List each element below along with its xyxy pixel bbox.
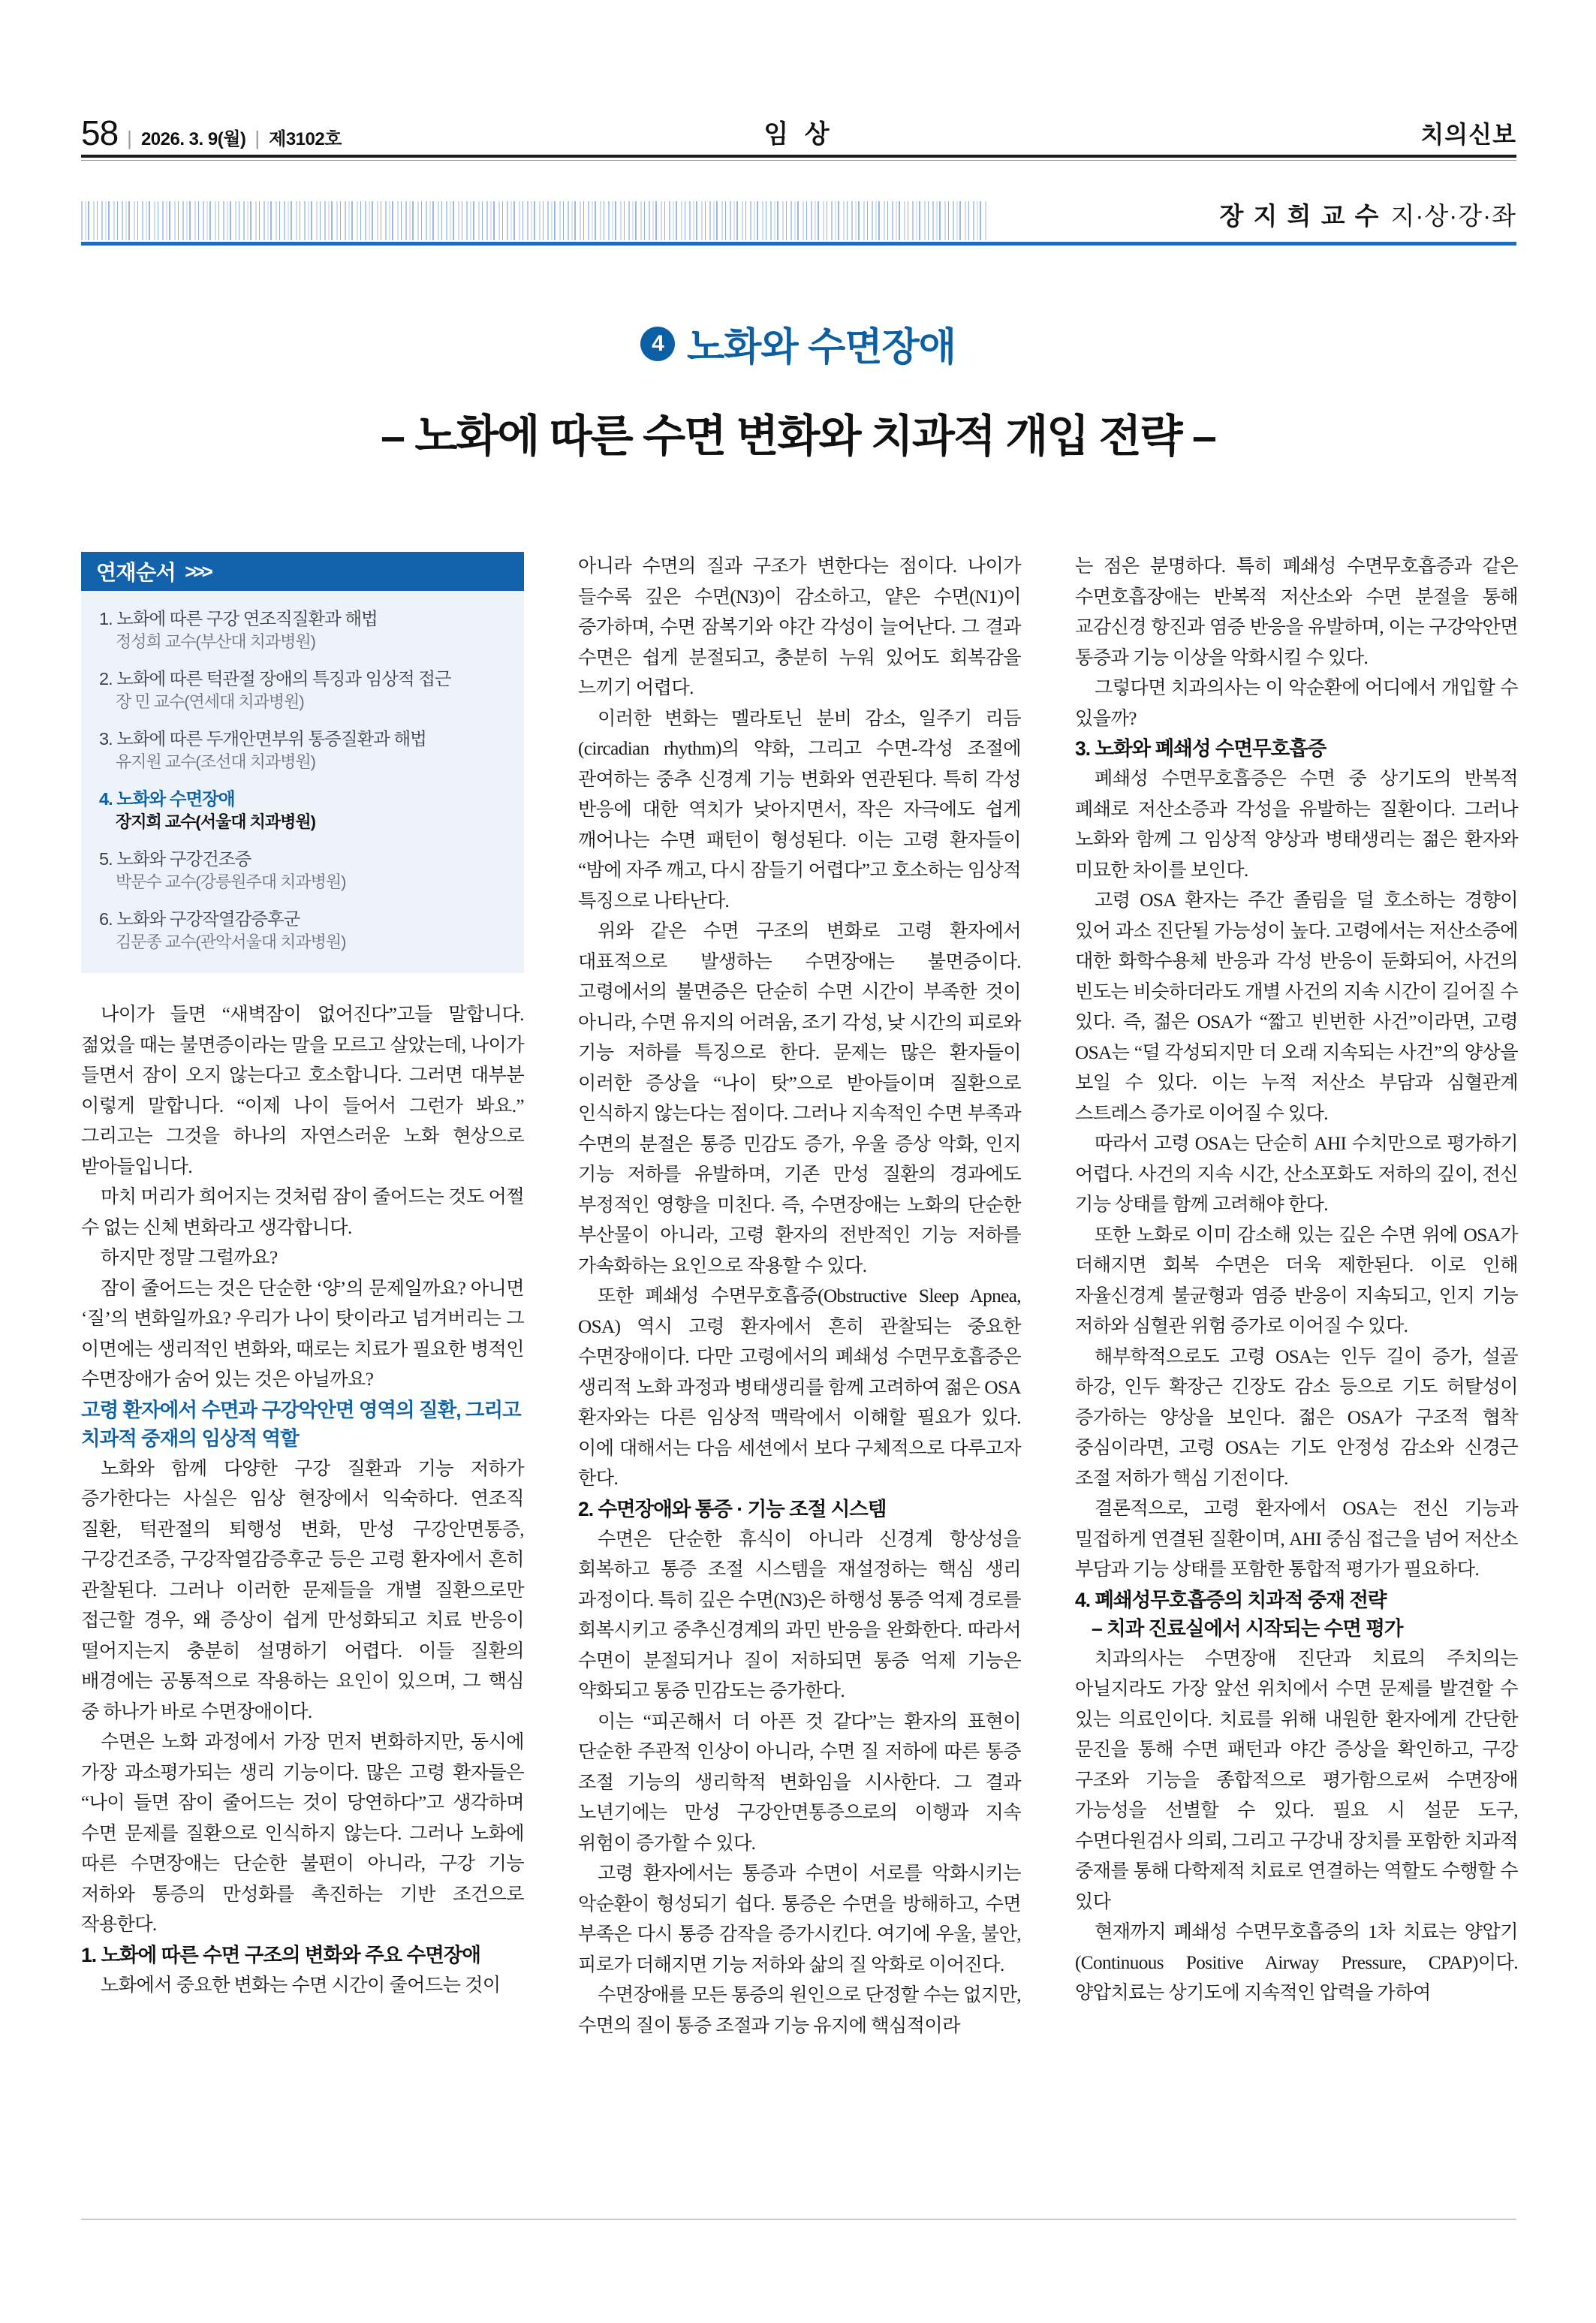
page-title-text: 노화와 수면장애	[686, 326, 956, 369]
series-item-author: 정성희 교수(부산대 치과병원)	[116, 632, 315, 651]
body-paragraph: 해부학적으로도 고령 OSA는 인두 길이 증가, 설골 하강, 인두 확장근 긴장도 감소 등으로 기도 허탈성이 증가하는 양상을 보인다. 젊은 OSA가 구조적 협착 중심이라면, 고령 OSA는 기도 안정성 감소와 신경근 조절 저하가 핵심 기전이다.	[1075, 1346, 1518, 1489]
body-paragraph: 나이가 들면 “새벽잠이 없어진다”고들 말합니다. 젊었을 때는 불면증이라는 말을 모르고 살았는데, 나이가 들면서 잠이 오지 않는다고 호소합니다. 그러면 대부분 이렇게 말합니다. “이제 나이 들어서 그런가 봐요.” 그리고는 그것을 하나의 자연스러운 노화 현상으로 받아들입니다.	[81, 1005, 524, 1177]
series-item-author: 박문수 교수(강릉원주대 치과병원)	[116, 872, 346, 891]
body-paragraph: 는 점은 분명하다. 특히 폐쇄성 수면무호흡증과 같은 수면호흡장애는 반복적 저산소와 수면 분절을 통해 교감신경 항진과 염증 반응을 유발하며, 이는 구강악안면 통증과 기능 이상을 악화시킬 수 있다.	[1075, 556, 1518, 668]
column-3	[1075, 552, 1518, 2204]
column-1	[81, 552, 524, 2204]
series-item-title: 1. 노화에 따른 구강 연조직질환과 해법	[99, 609, 378, 628]
series-index-header	[81, 552, 524, 591]
body-paragraph: 현재까지 폐쇄성 수면무호흡증의 1차 치료는 양압기(Continuous Positive Airway Pressure, CPAP)이다. 양압치료는 상기도에 지속적인 압력을 가하여	[1075, 1922, 1518, 2003]
masthead-rule-thin	[81, 160, 1516, 161]
page-title	[640, 315, 956, 372]
article-title-block	[0, 315, 1596, 464]
masthead-separator-2: |	[254, 127, 260, 149]
masthead-separator-1: |	[127, 127, 132, 149]
page-subtitle: – 노화에 따른 수면 변화와 치과적 개입 전략 –	[381, 411, 1215, 461]
series-item-title: 2. 노화에 따른 턱관절 장애의 특징과 임상적 접근	[99, 669, 451, 688]
body-paragraph: 노화와 함께 다양한 구강 질환과 기능 저하가 증가한다는 사실은 임상 현장에서 익숙하다. 연조직 질환, 턱관절의 퇴행성 변화, 만성 구강안면통증, 구강건조증, 구강작열감증후군 등은 고령 환자에서 흔히 관찰된다. 그러나 이러한 문제들을 개별 질환으로만 접근할 경우, 왜 증상이 쉽게 만성화되고 치료 반응이 떨어지는지 충분히 설명하기 어렵다. 이들 질환의 배경에는 공통적으로 작용하는 요인이 있으며, 그 핵심 중 하나가 바로 수면장애이다.	[81, 1458, 524, 1722]
masthead-left	[81, 113, 342, 152]
series-number-badge: 4	[640, 327, 675, 361]
section-heading	[1075, 1586, 1518, 1643]
list-item[interactable]	[99, 908, 507, 954]
series-item-title: 3. 노화에 따른 두개안면부위 통증질환과 해법	[99, 729, 426, 749]
body-paragraph: 아니라 수면의 질과 구조가 변한다는 점이다. 나이가 들수록 깊은 수면(N3)이 감소하고, 얕은 수면(N1)이 증가하며, 수면 잠복기와 야간 각성이 늘어난다. 그 결과 수면은 쉽게 분절되고, 충분히 누워 있어도 회복감을 느끼기 어렵다.	[578, 556, 1021, 698]
series-item-author: 장 민 교수(연세대 치과병원)	[116, 692, 304, 711]
issue-date: 2026. 3. 9(월)	[140, 129, 246, 149]
issue-number: 제3102호	[269, 129, 342, 149]
body-paragraph: 하지만 정말 그럴까요?	[101, 1248, 278, 1268]
body-paragraph: 고령 환자에서는 통증과 수면이 서로를 악화시키는 악순환이 형성되기 쉽다. 통증은 수면을 방해하고, 수면 부족은 다시 통증 감작을 증가시킨다. 여기에 우울, 불안, 피로가 더해지면 기능 저하와 삶의 질 악화로 이어진다.	[578, 1864, 1021, 1975]
section-heading-main: 4. 폐쇄성무호흡증의 치과적 중재 전략	[1075, 1588, 1387, 1611]
list-item[interactable]	[99, 848, 507, 893]
masthead	[81, 104, 1516, 150]
section-name: 임 상	[763, 120, 834, 149]
body-paragraph: 그렇다면 치과의사는 이 악순환에 어디에서 개입할 수 있을까?	[1075, 678, 1518, 729]
series-item-title: 4. 노화와 수면장애	[99, 789, 235, 809]
article-columns	[81, 552, 1518, 2204]
body-paragraph: 이러한 변화는 멜라토닌 분비 감소, 일주기 리듬(circadian rhythm)의 약화, 그리고 수면-각성 조절에 관여하는 중추 신경계 기능 변화와 연관된다. 특히 각성 반응에 대한 역치가 낮아지면서, 작은 자극에도 쉽게 깨어나는 수면 패턴이 형성된다. 이는 고령 환자들이 “밤에 자주 깨고, 다시 잠들기 어렵다”고 호소하는 임상적 특징으로 나타난다.	[578, 708, 1021, 911]
stripe-pattern-decoration	[81, 201, 988, 240]
body-paragraph: 마치 머리가 희어지는 것처럼 잠이 줄어드는 것도 어쩔 수 없는 신체 변화라고 생각합니다.	[81, 1187, 524, 1238]
series-index-list	[81, 591, 524, 973]
series-index-title: 연재순서	[96, 561, 176, 584]
body-paragraph: 수면은 노화 과정에서 가장 먼저 변화하지만, 동시에 가장 과소평가되는 생리 기능이다. 많은 고령 환자들은 “나이 들면 잠이 줄어드는 것이 당연하다”고 생각하며 수면 문제를 질환으로 인식하지 않는다. 그러나 노화에 따른 수면장애는 단순한 불편이 아니라, 구강 기능 저하와 통증의 만성화를 촉진하는 기반 조건으로 작용한다.	[81, 1732, 524, 1935]
body-paragraph: 잠이 줄어드는 것은 단순한 ‘양’의 문제일까요? 아니면 ‘질’의 변화일까요? 우리가 나이 탓이라고 넘겨버리는 그 이면에는 생리적인 변화와, 때로는 치료가 필요한 병적인 수면장애가 숨어 있는 것은 아닐까요?	[81, 1278, 524, 1390]
section-heading: 2. 수면장애와 통증 · 기능 조절 시스템	[578, 1497, 887, 1520]
body-paragraph: 이는 “피곤해서 더 아픈 것 같다”는 환자의 표현이 단순한 주관적 인상이 아니라, 수면 질 저하에 따른 통증 조절 기능의 생리학적 변화임을 시사한다. 그 결과 노년기에는 만성 구강안면통증으로의 이행과 지속 위험이 증가할 수 있다.	[578, 1711, 1021, 1854]
section-heading: 3. 노화와 폐쇄성 수면무호흡증	[1075, 737, 1326, 760]
byline-author: 장 지 희 교 수	[1219, 202, 1381, 230]
byline	[1219, 197, 1516, 232]
series-item-title: 5. 노화와 구강건조증	[99, 849, 251, 869]
body-paragraph: 위와 같은 수면 구조의 변화로 고령 환자에서 대표적으로 발생하는 수면장애는 불면증이다. 고령에서의 불면증은 단순히 수면 시간이 부족한 것이 아니라, 수면 유지의 어려움, 조기 각성, 낮 시간의 피로와 기능 저하를 특징으로 한다. 문제는 많은 환자들이 이러한 증상을 “나이 탓”으로 받아들이며 질환으로 인식하지 않는다는 점이다. 그러나 지속적인 수면 부족과 수면의 분절은 통증 민감도 증가, 우울 증상 악화, 인지 기능 저하를 유발하며, 기존 만성 질환의 경과에도 부정적인 영향을 미친다. 즉, 수면장애는 노화의 단순한 부산물이 아니라, 고령 환자의 전반적인 기능 저하를 가속화하는 요인으로 작용할 수 있다.	[578, 921, 1021, 1276]
section-heading: 1. 노화에 따른 수면 구조의 변화와 주요 수면장애	[81, 1943, 481, 1966]
column-banner	[81, 197, 1516, 251]
body-paragraph: 또한 노화로 이미 감소해 있는 깊은 수면 위에 OSA가 더해지면 회복 수면은 더욱 제한된다. 이로 인해 자율신경계 불균형과 염증 반응이 지속되고, 인지 기능 저하와 심혈관 위험 증가로 이어질 수 있다.	[1075, 1225, 1518, 1336]
byline-column-kind: 지·상·강·좌	[1390, 202, 1516, 230]
section-heading: 고령 환자에서 수면과 구강악안면 영역의 질환, 그리고 치과적 중재의 임상적 역할	[81, 1398, 521, 1450]
series-item-author: 유지원 교수(조선대 치과병원)	[116, 752, 315, 771]
masthead-rule-thick	[81, 155, 1516, 158]
series-index-box	[81, 552, 524, 973]
banner-rule	[81, 242, 1516, 246]
chevron-right-icon: >>>	[185, 559, 210, 583]
list-item[interactable]	[99, 728, 507, 773]
publication-name: 치의신보	[1420, 121, 1516, 148]
body-paragraph: 결론적으로, 고령 환자에서 OSA는 전신 기능과 밀접하게 연결된 질환이며, AHI 중심 접근을 넘어 저산소 부담과 기능 상태를 포함한 통합적 평가가 필요하다.	[1075, 1499, 1518, 1580]
body-paragraph: 치과의사는 수면장애 진단과 치료의 주치의는 아닐지라도 가장 앞선 위치에서 수면 문제를 발견할 수 있는 의료인이다. 치료를 위해 내원한 환자에게 간단한 문진을 통해 수면 패턴과 야간 증상을 확인하고, 구강 구조와 기능을 종합적으로 평가함으로써 수면장애 가능성을 선별할 수 있다. 필요 시 설문 도구, 수면다원검사 의뢰, 그리고 구강내 장치를 포함한 치과적 중재를 통해 다학제적 치료로 연결하는 역할도 수행할 수 있다	[1075, 1648, 1518, 1912]
series-item-title: 6. 노화와 구강작열감증후군	[99, 909, 300, 929]
section-heading-sub: – 치과 진료실에서 시작되는 수면 평가	[1092, 1616, 1403, 1640]
list-item[interactable]	[99, 667, 507, 713]
body-paragraph: 수면장애를 모든 통증의 원인으로 단정할 수는 없지만, 수면의 질이 통증 조절과 기능 유지에 핵심적이라	[578, 1985, 1021, 2036]
body-paragraph: 노화에서 중요한 변화는 수면 시간이 줄어드는 것이	[101, 1975, 501, 1996]
body-paragraph: 고령 OSA 환자는 주간 졸림을 덜 호소하는 경향이 있어 과소 진단될 가능성이 높다. 고령에서는 저산소증에 대한 화학수용체 반응과 각성 반응이 둔화되어, 사건의 빈도는 비슷하더라도 개별 사건의 지속 시간이 길어질 수 있다. 즉, 젊은 OSA가 “짧고 빈번한 사건”이라면, 고령 OSA는 “덜 각성되지만 더 오래 지속되는 사건”의 양상을 보일 수 있다. 이는 누적 저산소 부담과 심혈관계 스트레스 증가로 이어질 수 있다.	[1075, 890, 1518, 1124]
list-item[interactable]	[99, 607, 507, 653]
footer-rule	[81, 2219, 1516, 2220]
body-paragraph: 폐쇄성 수면무호흡증은 수면 중 상기도의 반복적 폐쇄로 저산소증과 각성을 유발하는 질환이다. 그러나 노화와 함께 그 임상적 양상과 병태생리는 젊은 환자와 미묘한 차이를 보인다.	[1075, 769, 1518, 881]
list-item-active[interactable]	[99, 788, 507, 833]
column-2	[578, 552, 1021, 2204]
series-item-author: 장지희 교수(서울대 치과병원)	[116, 812, 315, 831]
body-paragraph: 수면은 단순한 휴식이 아니라 신경계 항상성을 회복하고 통증 조절 시스템을 재설정하는 핵심 생리 과정이다. 특히 깊은 수면(N3)은 하행성 통증 억제 경로를 회복시키고 중추신경계의 과민 반응을 완화한다. 따라서 수면이 분절되거나 질이 저하되면 통증 억제 기능은 약화되고 통증 민감도는 증가한다.	[578, 1529, 1021, 1701]
body-paragraph: 따라서 고령 OSA는 단순히 AHI 수치만으로 평가하기 어렵다. 사건의 지속 시간, 산소포화도 저하의 깊이, 전신 기능 상태를 함께 고려해야 한다.	[1075, 1134, 1518, 1215]
series-item-author: 김문종 교수(관악서울대 치과병원)	[116, 933, 346, 951]
body-paragraph: 또한 폐쇄성 수면무호흡증(Obstructive Sleep Apnea, OSA) 역시 고령 환자에서 흔히 관찰되는 중요한 수면장애이다. 다만 고령에서의 폐쇄성 수면무호흡증은 생리적 노화 과정과 병태생리를 함께 고려하여 젊은 OSA 환자와는 다른 임상적 맥락에서 이해할 필요가 있다. 이에 대해서는 다음 세션에서 보다 구체적으로 다루고자 한다.	[578, 1286, 1021, 1489]
page-number: 58	[81, 113, 119, 152]
